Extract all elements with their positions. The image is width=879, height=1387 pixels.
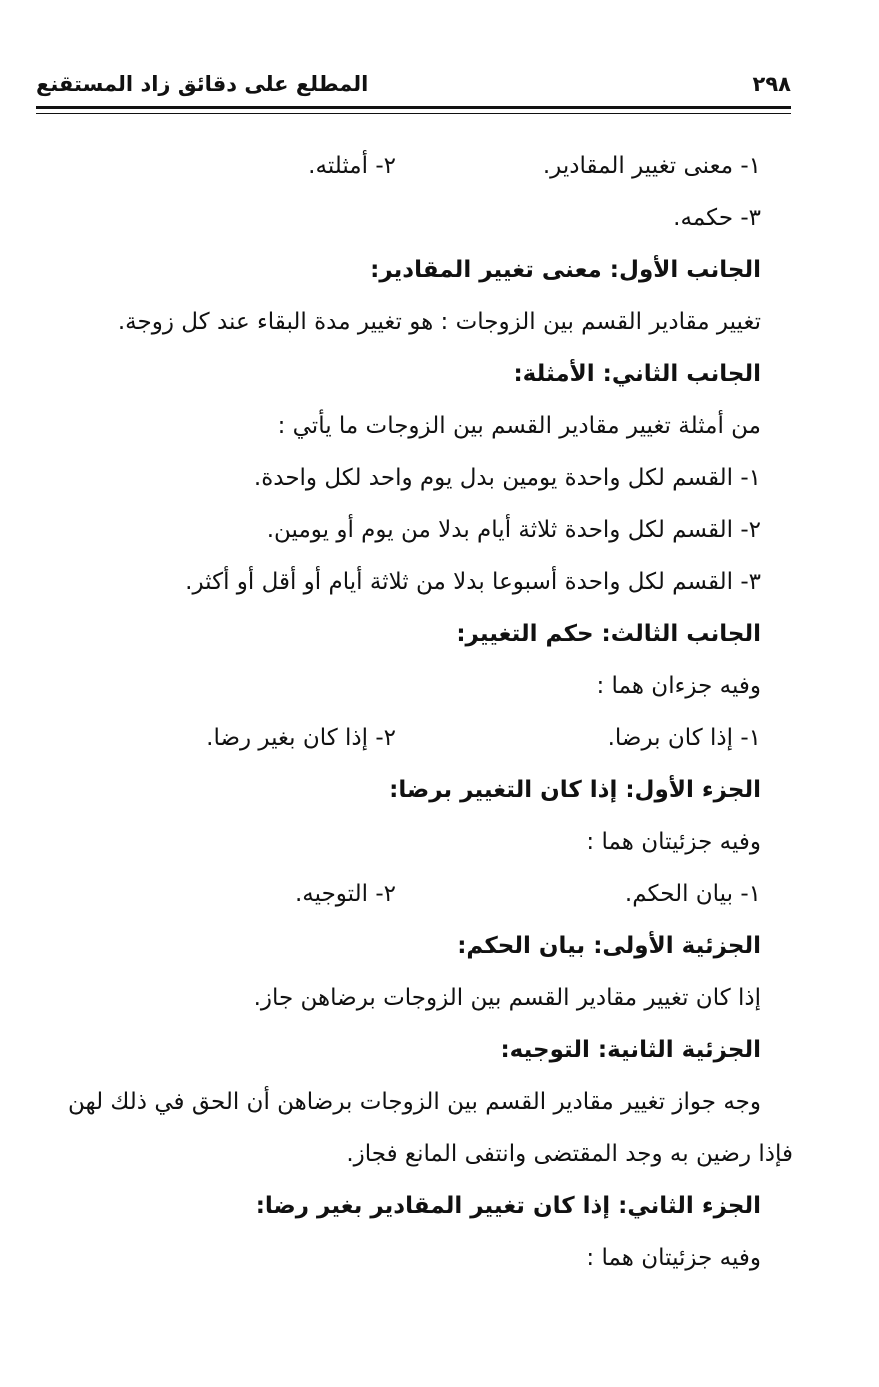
paragraph-line: وفيه جزءان هما : [596,673,761,699]
paragraph-line: وفيه جزئيتان هما : [586,829,761,855]
section-heading: الجزئية الثانية: التوجيه: [500,1037,761,1063]
paragraph-line: ٣- القسم لكل واحدة أسبوعا بدلا من ثلاثة أيام أو أقل أو أكثر. [185,569,761,595]
section-heading: الجانب الأول: معنى تغيير المقادير: [370,257,761,283]
running-header [36,70,791,100]
paragraph-line: من أمثلة تغيير مقادير القسم بين الزوجات ما يأتي : [277,413,761,439]
paragraph-line: فإذا رضين به وجد المقتضى وانتفى المانع فجاز. [346,1141,793,1167]
paragraph-line: إذا كان تغيير مقادير القسم بين الزوجات برضاهن جاز. [253,985,761,1011]
list-item: ١- معنى تغيير المقادير. [542,153,761,179]
page-body [36,140,793,1284]
list-pair [36,868,761,920]
paragraph-line: تغيير مقادير القسم بين الزوجات : هو تغيير مدة البقاء عند كل زوجة. [117,309,761,335]
list-item: ٢- التوجيه. [295,881,396,907]
header-rule-thin [36,113,791,114]
header-rule-thick [36,106,791,109]
list-item: ٢- أمثلته. [308,153,396,179]
book-title: المطلع على دقائق زاد المستقنع [36,72,369,96]
list-item: ١- إذا كان برضا. [607,725,761,751]
page-number: ٢٩٨ [752,72,791,96]
paragraph-line: وجه جواز تغيير مقادير القسم بين الزوجات برضاهن أن الحق في ذلك لهن [67,1089,761,1115]
section-heading: الجزء الثاني: إذا كان تغيير المقادير بغير رضا: [255,1193,761,1219]
paragraph-line: ٣- حكمه. [673,205,761,231]
paragraph-line: وفيه جزئيتان هما : [586,1245,761,1271]
section-heading: الجزء الأول: إذا كان التغيير برضا: [389,777,761,803]
list-pair [36,712,761,764]
paragraph-line: ٢- القسم لكل واحدة ثلاثة أيام بدلا من يوم أو يومين. [266,517,761,543]
section-heading: الجزئية الأولى: بيان الحكم: [457,933,761,959]
list-pair [36,140,761,192]
paragraph-line: ١- القسم لكل واحدة يومين بدل يوم واحد لكل واحدة. [253,465,761,491]
section-heading: الجانب الثاني: الأمثلة: [513,361,761,387]
list-item: ٢- إذا كان بغير رضا. [206,725,396,751]
section-heading: الجانب الثالث: حكم التغيير: [456,621,761,647]
list-item: ١- بيان الحكم. [624,881,761,907]
